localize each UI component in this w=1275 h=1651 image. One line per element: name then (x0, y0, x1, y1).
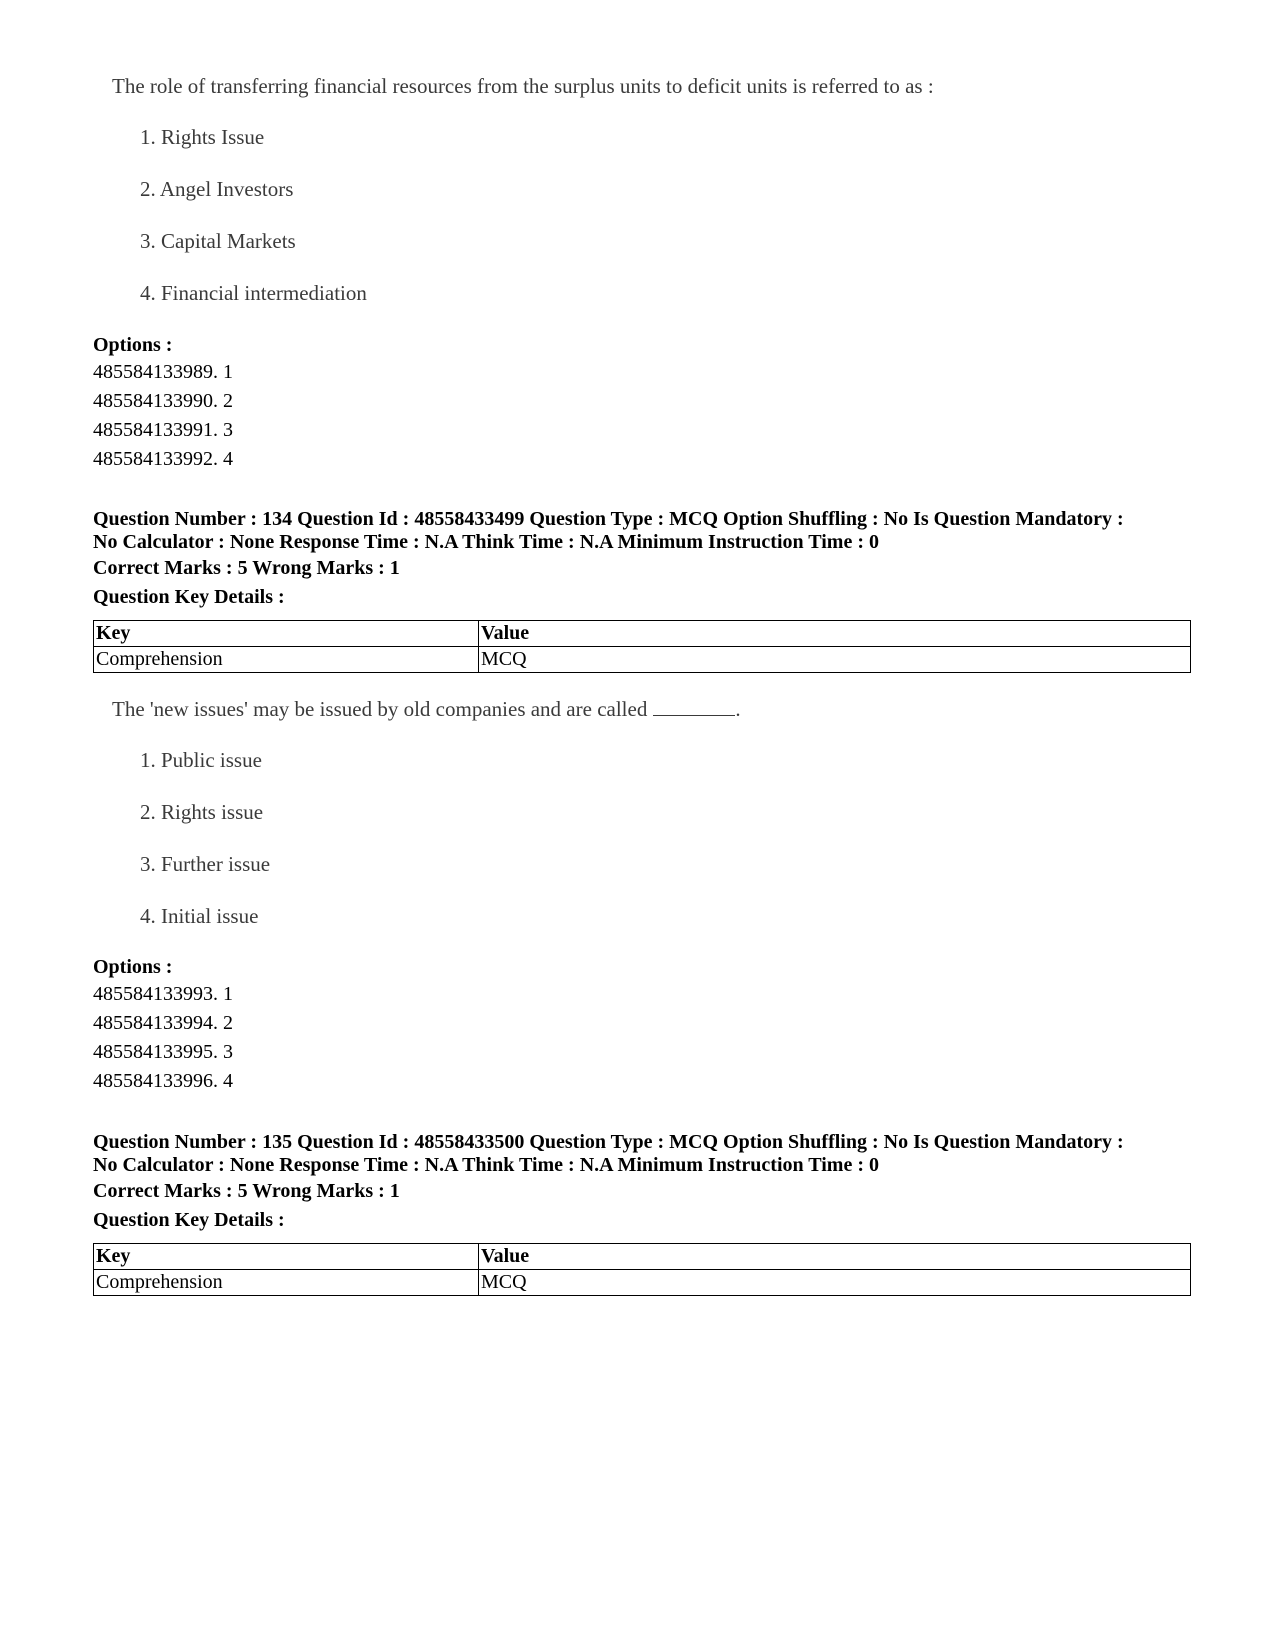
options-label: Options : (93, 956, 173, 978)
question-133-choice-3: 3. Capital Markets (140, 229, 296, 253)
question-133-options (93, 332, 233, 474)
marks-line: Correct Marks : 5 Wrong Marks : 1 (93, 1180, 400, 1202)
option-item: 485584133993. 1 (93, 983, 233, 1005)
marks-line: Correct Marks : 5 Wrong Marks : 1 (93, 557, 400, 579)
table-header-key: Key (94, 1244, 479, 1270)
fill-in-blank (653, 715, 735, 716)
option-item: 485584133996. 4 (93, 1070, 233, 1092)
question-134-options (93, 954, 233, 1096)
question-134-choice-1: 1. Public issue (140, 748, 262, 772)
option-item: 485584133989. 1 (93, 361, 233, 383)
table-cell-key: Comprehension (94, 647, 479, 673)
table-header-value: Value (479, 621, 1191, 647)
option-item: 485584133991. 3 (93, 419, 233, 441)
table-row (94, 1270, 1191, 1296)
question-133-choice-4: 4. Financial intermediation (140, 281, 367, 305)
table-row (94, 647, 1191, 673)
question-134-choice-3: 3. Further issue (140, 852, 271, 876)
question-133-choice-2: 2. Angel Investors (140, 177, 294, 201)
question-135-key-table (93, 1243, 1191, 1296)
table-header-row (94, 1244, 1191, 1270)
table-header-row (94, 621, 1191, 647)
question-134-choice-4: 4. Initial issue (140, 904, 259, 928)
option-item: 485584133995. 3 (93, 1041, 233, 1063)
question-134-choice-2: 2. Rights issue (140, 800, 264, 824)
question-134-meta (93, 508, 1193, 612)
question-134-text-line (112, 697, 741, 721)
question-134-suffix: . (735, 697, 741, 721)
option-item: 485584133990. 2 (93, 390, 233, 412)
table-header-key: Key (94, 621, 479, 647)
key-details-label: Question Key Details : (93, 1209, 285, 1231)
question-133-choice-1: 1. Rights Issue (140, 125, 265, 149)
question-134-key-table (93, 620, 1191, 673)
question-133-body (112, 74, 934, 305)
question-meta-line-2: No Calculator : None Response Time : N.A Think Time : N.A Minimum Instruction Time : 0 (93, 1154, 879, 1176)
table-cell-value: MCQ (479, 1270, 1191, 1296)
table-cell-key: Comprehension (94, 1270, 479, 1296)
question-134-body (112, 697, 741, 928)
table-header-value: Value (479, 1244, 1191, 1270)
question-meta-line-1: Question Number : 134 Question Id : 48558433499 Question Type : MCQ Option Shuffling : No Is Question Mandatory : (93, 508, 1124, 530)
key-details-label: Question Key Details : (93, 586, 285, 608)
question-134-text: The 'new issues' may be issued by old companies and are called (112, 697, 648, 721)
table-cell-value: MCQ (479, 647, 1191, 673)
question-meta-line-2: No Calculator : None Response Time : N.A Think Time : N.A Minimum Instruction Time : 0 (93, 531, 879, 553)
question-135-meta (93, 1131, 1193, 1235)
option-item: 485584133994. 2 (93, 1012, 233, 1034)
question-133-text: The role of transferring financial resources from the surplus units to deficit units is referred to as : (112, 74, 934, 98)
options-label: Options : (93, 334, 173, 356)
question-meta-line-1: Question Number : 135 Question Id : 48558433500 Question Type : MCQ Option Shuffling : No Is Question Mandatory : (93, 1131, 1124, 1153)
option-item: 485584133992. 4 (93, 448, 233, 470)
